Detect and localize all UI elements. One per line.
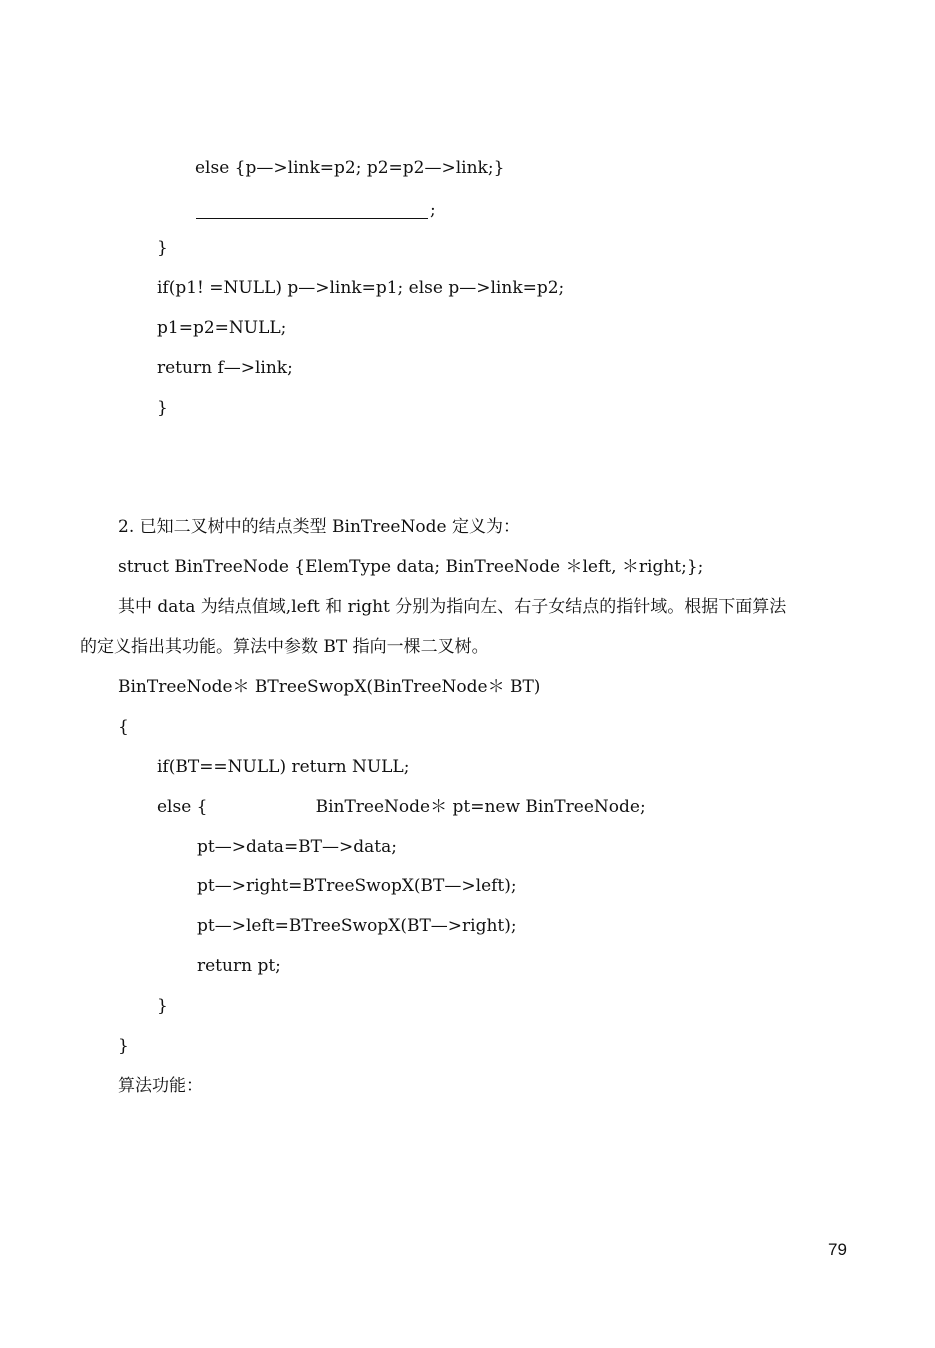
code-close-brace-final: } [157,398,168,418]
code-inner-close-brace: } [157,996,168,1016]
struct-definition: struct BinTreeNode {ElemType data; BinTreeNode ＊left, ＊right;}; [118,557,704,577]
code-return-pt: return pt; [197,956,281,976]
code-return-line: return f—>link; [157,358,293,378]
answer-blank-line [196,218,428,219]
code-data-assign: pt—>data=BT—>data; [197,837,397,857]
code-blank-semicolon: ; [430,200,436,220]
code-null-line: p1=p2=NULL; [157,318,287,338]
question-heading: 2. 已知二叉树中的结点类型 BinTreeNode 定义为： [118,517,520,537]
code-else-new-line: else { BinTreeNode＊ pt=new BinTreeNode; [157,797,646,817]
code-if-line: if(p1! =NULL) p—>link=p1; else p—>link=p2; [157,278,565,298]
code-left-assign: pt—>left=BTreeSwopX(BT—>right); [197,916,517,936]
code-close-brace: } [157,238,168,258]
code-if-null-line: if(BT==NULL) return NULL; [157,757,410,777]
code-else-line: else {p—>link=p2; p2=p2—>link;} [195,158,505,178]
page-number: 79 [828,1240,847,1259]
answer-label: 算法功能： [118,1076,203,1096]
question-description-line1: 其中 data 为结点值域,left 和 right 分别为指向左、右子女结点的指针域。根据下面算法 [118,597,787,617]
function-signature: BinTreeNode＊ BTreeSwopX(BinTreeNode＊ BT) [118,677,541,697]
function-open-brace: { [118,717,129,737]
question-description-line2: 的定义指出其功能。算法中参数 BT 指向一棵二叉树。 [80,637,489,657]
code-outer-close-brace: } [118,1036,129,1056]
code-right-assign: pt—>right=BTreeSwopX(BT—>left); [197,876,517,896]
